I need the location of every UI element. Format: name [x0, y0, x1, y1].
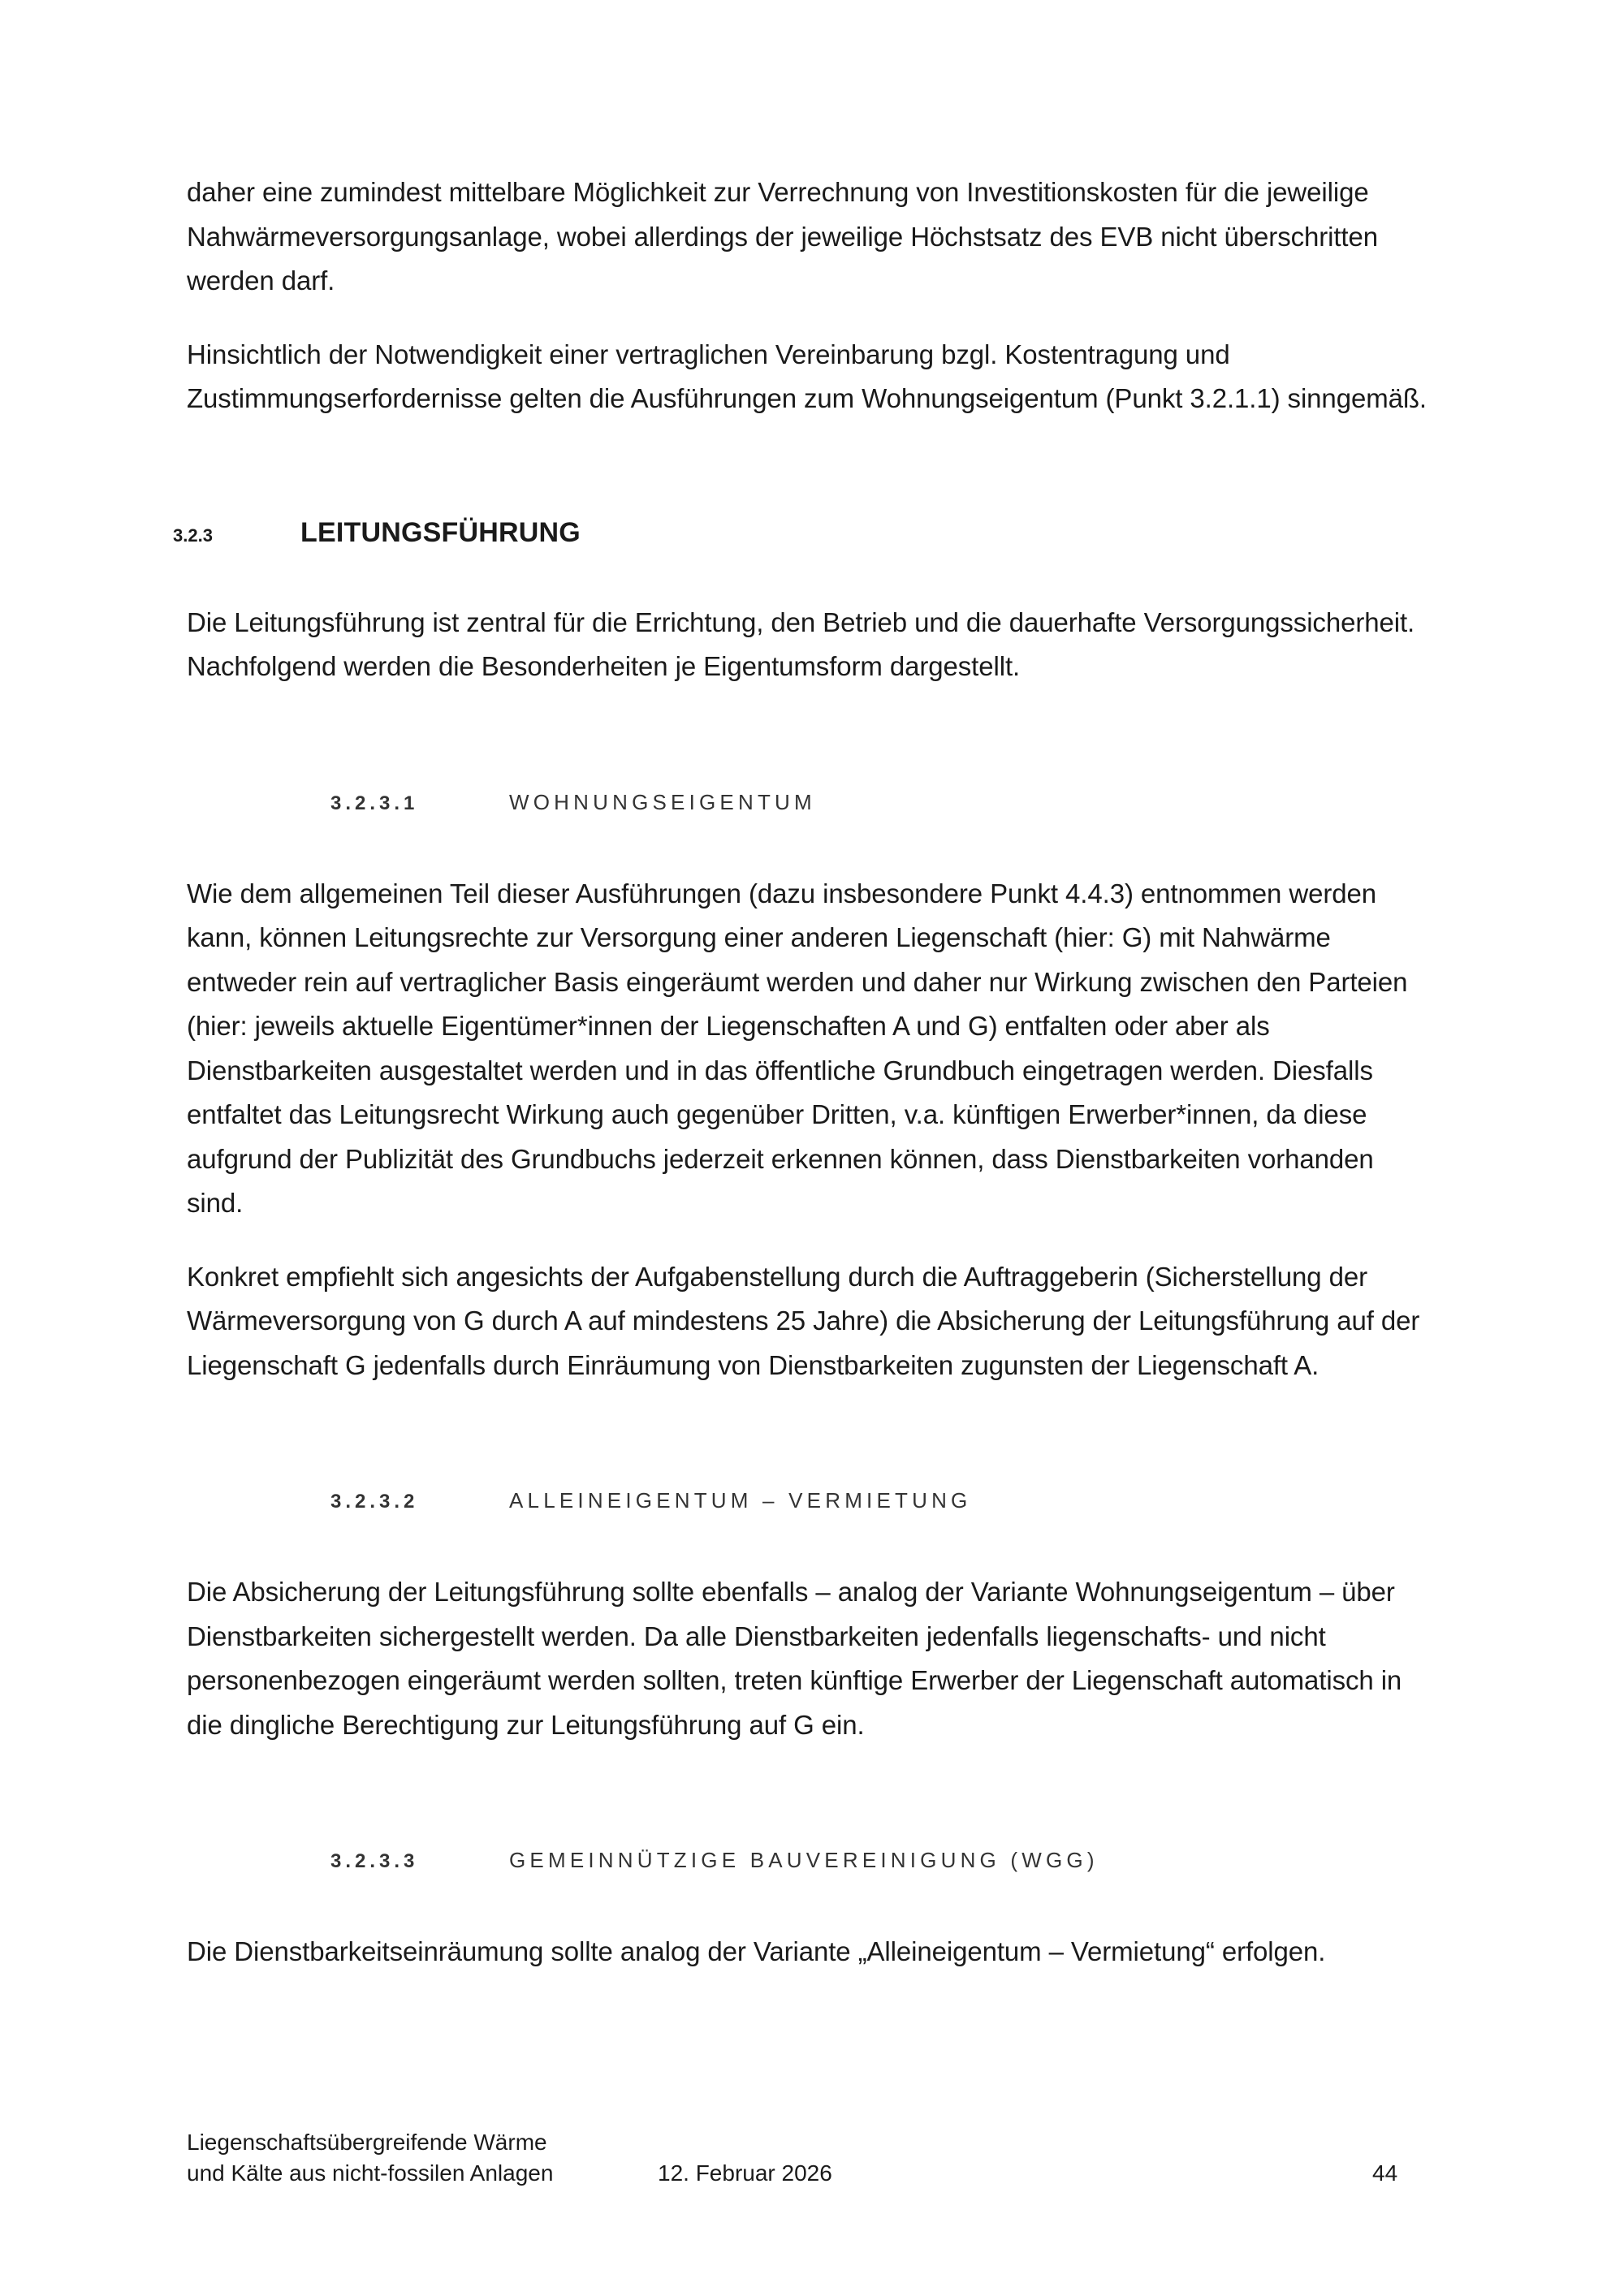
subsection-heading-3-2-3-2	[187, 1488, 1429, 1513]
page-content	[173, 170, 1429, 1974]
subsection-title: WOHNUNGSEIGENTUM	[509, 789, 816, 814]
section-heading-3-2-3	[173, 516, 1429, 549]
subsection-number: 3.2.3.2	[330, 1491, 419, 1513]
subsection-number: 3.2.3.1	[330, 792, 419, 814]
footer-page-number: 44	[1372, 2160, 1398, 2186]
paragraph-recommendation: Konkret empfiehlt sich angesichts der Aufgabenstellung durch die Auftraggeberin (Sicherstellung der Wärmeversorgung von G durch A auf mindestens 25 Jahre) die Absicherung der Leitungsführung auf der Liegenschaft G jedenfalls durch Einräumung von Dienstbarkeiten zugunsten der Liegenschaft A.	[187, 1261, 1420, 1380]
footer-date: 12. Februar 2026	[658, 2160, 832, 2186]
paragraph-contract-agreement: Hinsichtlich der Notwendigkeit einer vertraglichen Vereinbarung bzgl. Kostentragung und Zustimmungserfordernisse gelten die Ausführungen zum Wohnungseigentum (Punkt 3.2.1.1) sinngemäß.	[187, 339, 1427, 413]
subsection-title: ALLEINEIGENTUM – VERMIETUNG	[509, 1488, 972, 1513]
subsection-heading-3-2-3-1	[187, 790, 1429, 815]
subsection-number: 3.2.3.3	[330, 1850, 419, 1872]
paragraph-alleineigentum: Die Absicherung der Leitungsführung sollte ebenfalls – analog der Variante Wohnungseigentum – über Dienstbarkeiten sichergestellt werden. Da alle Dienstbarkeiten jedenfalls liegenschafts- und nicht personenbezogen eingeräumt werden sollten, treten künftige Erwerber der Liegenschaft automatisch in die dingliche Berechtigung zur Leitungsführung auf G ein.	[187, 1577, 1402, 1740]
paragraph-leitungsrechte: Wie dem allgemeinen Teil dieser Ausführungen (dazu insbesondere Punkt 4.4.3) entnommen werden kann, können Leitungsrechte zur Versorgung einer anderen Liegenschaft (hier: G) mit Nahwärme entweder rein auf vertraglicher Basis eingeräumt werden und daher nur Wirkung zwischen den Parteien (hier: jeweils aktuelle Eigentümer*innen der Liegenschaften A und G) entfalten oder aber als Dienstbarkeiten ausgestaltet werden und in das öffentliche Grundbuch eingetragen werden. Diesfalls entfaltet das Leitungsrecht Wirkung auch gegenüber Dritten, v.a. künftigen Erwerber*innen, da diese aufgrund der Publizität des Grundbuchs jederzeit erkennen können, dass Dienstbarkeiten vorhanden sind.	[187, 878, 1408, 1218]
subsection-heading-3-2-3-3	[187, 1848, 1429, 1873]
footer-title-line2: und Kälte aus nicht-fossilen Anlagen	[187, 2160, 554, 2186]
paragraph-wgg: Die Dienstbarkeitseinräumung sollte analog der Variante „Alleineigentum – Vermietung“ erfolgen.	[187, 1936, 1326, 1966]
paragraph-investment-costs: daher eine zumindest mittelbare Möglichkeit zur Verrechnung von Investitionskosten für die jeweilige Nahwärmeversorgungsanlage, wobei allerdings der jeweilige Höchstsatz des EVB nicht überschritten werden darf.	[187, 177, 1379, 296]
paragraph-intro-leitungsfuehrung: Die Leitungsführung ist zentral für die Errichtung, den Betrieb und die dauerhafte Versorgungssicherheit. Nachfolgend werden die Besonderheiten je Eigentumsform dargestellt.	[187, 606, 1415, 681]
subsection-title: GEMEINNÜTZIGE BAUVEREINIGUNG (WGG)	[509, 1848, 1099, 1872]
footer-document-title	[187, 2127, 641, 2189]
footer-title-line1: Liegenschaftsübergreifende Wärme	[187, 2130, 547, 2155]
section-number: 3.2.3	[173, 524, 213, 546]
section-title: LEITUNGSFÜHRUNG	[300, 516, 581, 548]
